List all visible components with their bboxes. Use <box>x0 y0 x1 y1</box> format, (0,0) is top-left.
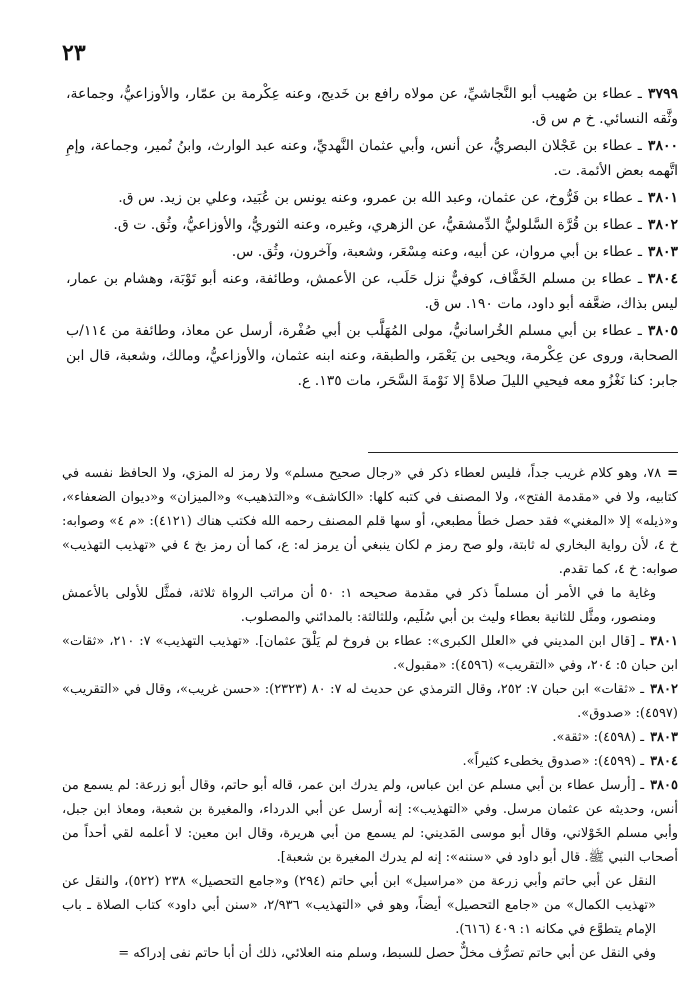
entry-number: ٣٨٠٥ <box>647 323 678 339</box>
footnote-number: ٣٨٠٤ <box>650 754 678 769</box>
footnote-text: ـ «ثقات» ابن حبان ٧: ٢٥٢، وقال الترمذي عن حديث له ٧: ٨٠ (٢٣٢٣): «حسن غريب»، وقال في «التقريب» (٤٥٩٧): «صدوق». <box>62 682 678 721</box>
biography-entry <box>66 267 678 317</box>
footnote <box>62 582 678 630</box>
page-number: ٢٣ <box>62 40 86 66</box>
entry-text: ـ عطاء بن صُهيب أبو النَّجاشيِّ، عن مولاه رافع بن خَديج، وعنه عِكْرمة بن عمّار، والأوزاعيُّ، وجماعة، وثَّقه النسائي. خ م س ق. <box>66 86 678 127</box>
biography-entry <box>66 319 678 394</box>
biography-entry <box>66 82 678 132</box>
footnote-text: ٧٨، وهو كلام غريب جداً، فليس لعطاء ذكر في «رجال صحيح مسلم» ولا رمز له المزي، ولا الحافظ نفسه في كتابيه، ولا في «مقدمة الفتح»، ولا المصنف في كتبه كلها: «الكاشف» و«التذهيب» و«الميزان» و«ديوان الضعفاء»، و«ذيله» إلا «المغني» فقد حصل خطأ مطبعي، أو سها قلم المصنف رحمه الله فكتب هناك (٤١٢١): «م ٤» وصوابه: خ ٤، لأن رواية البخاري له ثابتة، ولو صح رمز م لكان ينبغي أن يرمز له: ع، كما أن رمز بخ ٤ في «تهذيب التهذيب» صوابه: خ ٤، كما تقدم. <box>62 466 679 577</box>
biography-entry <box>66 240 678 265</box>
footnote <box>62 726 678 750</box>
entry-text: ـ عطاء بن قُرَّة السَّلوليُّ الدِّمشقيُّ، عن الزهري، وغيره، وعنه الثوريُّ، والأوزاعيُّ، وثُق. ت ق. <box>113 217 642 233</box>
footnote <box>62 870 678 942</box>
entry-number: ٣٨٠٣ <box>647 244 678 260</box>
footnote <box>62 774 678 870</box>
entry-text: ـ عطاء بن فَرُّوخ، عن عثمان، وعبد الله بن عمرو، وعنه يونس بن عُبَيد، وعلي بن زيد. س ق. <box>118 190 642 206</box>
footnote <box>62 750 678 774</box>
footnote <box>62 462 678 582</box>
footnote-text: النقل عن أبي حاتم وأبي زرعة من «مراسيل» ابن أبي حاتم (٢٩٤) و«جامع التحصيل» ٢٣٨ (٥٢٢)، والنقل عن «تهذيب الكمال» من «جامع التحصيل» أيضاً، وهو في «التهذيب» ٢/٩٣٦، «سنن أبي داود» كتاب الصلاة ـ باب الإمام يتطوَّع في مكانه ١: ٤٠٩ (٦١٦). <box>62 874 657 937</box>
footnote-separator <box>368 452 678 453</box>
footnote-text: ـ [أرسل عطاء بن أبي مسلم عن ابن عباس، ولم يدرك ابن عمر، قاله أبو حاتم، وقال أبو زرعة: لم يسمع من أنس، وحديثه عن عثمان مرسل. وفي «التهذيب»: إنه أرسل عن أبي الدرداء، والمغيرة بن شعبة، ومعاذ ابن جبل، وأبي مسلم الخَوْلاني، وقال أبو موسى المَديني: لم يسمع من أبي هريرة، وقال ابن معين: لا أعلمه لقي أحداً من أصحاب النبي ﷺ. قال أبو داود في «سننه»: إنه لم يدرك المغيرة بن شعبة]. <box>62 778 678 865</box>
entry-number: ٣٧٩٩ <box>647 86 678 102</box>
entry-number: ٣٨٠٢ <box>647 217 678 233</box>
continuation-mark: = <box>667 466 678 481</box>
entry-number: ٣٨٠١ <box>647 190 678 206</box>
footnote-text: وغاية ما في الأمر أن مسلماً ذكر في مقدمة صحيحه ١: ٥٠ أن مراتب الرواة ثلاثة، فمثَّل للأولى بالأعمش ومنصور، ومثَّل للثانية بعطاء وليث بن أبي سُلَيم، وللثالثة: بالمدائني والمصلوب. <box>62 586 657 625</box>
entry-number: ٣٨٠٤ <box>647 271 678 287</box>
footnote-number: ٣٨٠٣ <box>650 730 678 745</box>
footnote-text: ـ [قال ابن المديني في «العلل الكبرى»: عطاء بن فروخ لم يَلْقَ عثمان]. «تهذيب التهذيب» ٧: ٢١٠، «ثقات» ابن حبان ٥: ٢٠٤، وفي «التقريب» (٤٥٩٦): «مقبول». <box>62 634 678 673</box>
entry-number: ٣٨٠٠ <box>647 138 678 154</box>
entry-text: ـ عطاء بن أبي مسلم الخُراسانيُّ، مولى المُهَلَّب بن أبي صُفْرة، أرسل عن معاذ، وطائفة من ١١٤/ب الصحابة، وروى عن عِكْرمة، ويحيى بن يَعْمَر، والطبقة، وعنه ابنه عثمان، والأوزاعيُّ، ومالك، وشعبة، قال ابن جابر: كنا نَغْزُو معه فيحيي الليلَ صلاةً إلا نَوْمةَ السَّحَر، مات ١٣٥. ع. <box>66 323 679 389</box>
footnote <box>62 678 678 726</box>
entry-text: ـ عطاء بن مسلم الخَفَّاف، كوفيٌّ نزل حَلَب، عن الأعمش، وطائفة، وعنه أبو تَوْبَة، وهشام بن عمار، ليس بذاك، ضعَّفه أبو داود، مات ١٩٠. س ق. <box>66 271 678 312</box>
footnote-number: ٣٨٠١ <box>650 634 678 649</box>
footnotes <box>62 462 678 966</box>
biography-entry <box>66 213 678 238</box>
footnote-text: ـ (٤٥٩٨): «ثقة». <box>552 730 645 745</box>
biography-entry <box>66 186 678 211</box>
main-entries <box>66 82 678 396</box>
footnote-text: ـ (٤٥٩٩): «صدوق يخطىء كثيراً». <box>462 754 645 769</box>
biography-entry <box>66 134 678 184</box>
footnote-number: ٣٨٠٥ <box>650 778 678 793</box>
entry-text: ـ عطاء بن أبي مروان، عن أبيه، وعنه مِسْعَر، وشعبة، وآخرون، وثُق. س. <box>231 244 642 260</box>
footnote-number: ٣٨٠٢ <box>650 682 678 697</box>
entry-text: ـ عطاء بن عَجْلان البصريُّ، عن أنس، وأبي عثمان النَّهديِّ، وعنه عبد الوارث، وابنُ نُمير، وجماعة، وإمِ اتَّهمه بعض الأئمة. ت. <box>66 138 678 179</box>
footnote <box>62 942 678 966</box>
footnote <box>62 630 678 678</box>
footnote-text: وفي النقل عن أبي حاتم تصرُّف مخلٌّ حصل للسبط، وسلم منه العلائي، ذلك أن أبا حاتم نفى إدراكه = <box>118 946 656 961</box>
